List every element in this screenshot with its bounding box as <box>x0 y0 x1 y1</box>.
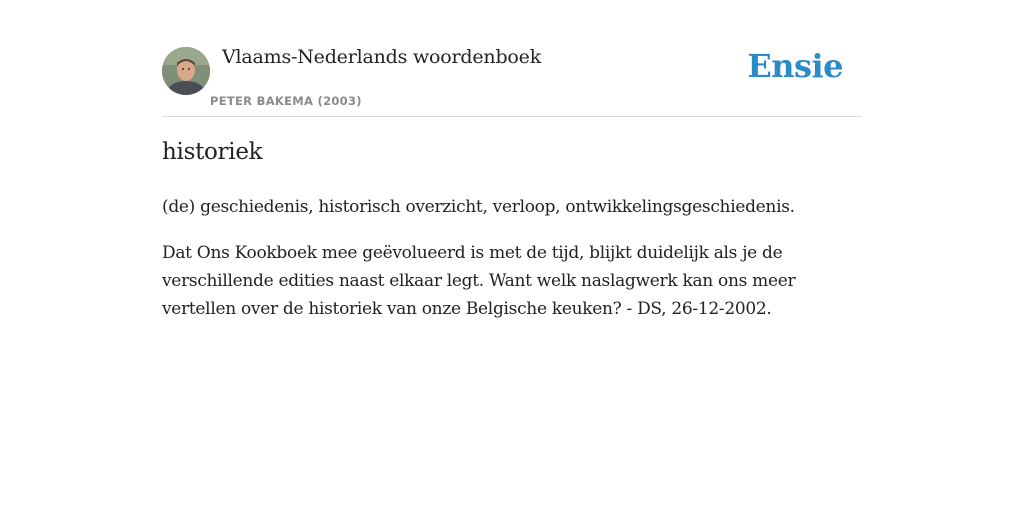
author-photo-icon <box>162 47 210 95</box>
definition-text: (de) geschiedenis, historisch overzicht, verloop, ontwikkelingsgeschiedenis. <box>162 197 795 217</box>
headword: historiek <box>162 139 263 165</box>
author-avatar[interactable] <box>162 47 210 95</box>
dictionary-title[interactable]: Vlaams-Nederlands woordenboek <box>222 46 542 68</box>
example-text: Dat Ons Kookboek mee geëvolueerd is met de tijd, blijkt duidelijk als je de verschillende edities naast elkaar legt. Want welk naslagwerk kan ons meer vertellen over de historiek van onze Belgische keuken? - DS, 26-12-2002. <box>162 243 796 319</box>
entry-header <box>162 0 862 117</box>
ensie-logo[interactable]: Ensie <box>747 47 843 85</box>
author-name[interactable]: PETER BAKEMA (2003) <box>210 94 362 108</box>
